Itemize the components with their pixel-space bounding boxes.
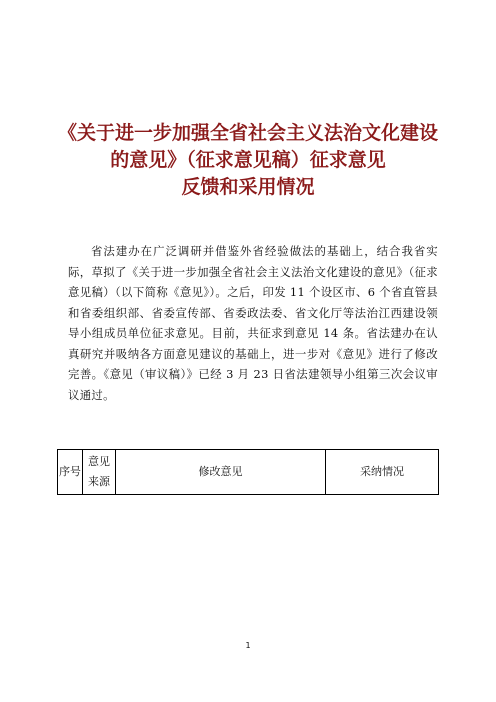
document-title (40, 120, 456, 201)
feedback-table (57, 449, 439, 495)
header-source: 意见来源 (83, 450, 116, 495)
title-line-1: 《关于进一步加强全省社会主义法治文化建设 (57, 122, 438, 144)
header-opinion: 修改意见 (116, 450, 326, 495)
table-header-row (58, 450, 439, 495)
title-line-3: 反馈和采用情况 (181, 176, 315, 198)
header-seq: 序号 (58, 450, 83, 495)
intro-paragraph: 省法建办在广泛调研并借鉴外省经验做法的基础上，结合我省实际，草拟了《关于进一步加强全省社会主义法治文化建设的意见》（征求意见稿）（以下简称《意见》）。之后，印发 11 个设区市、6 个省直管县和省委组织部、省委宣传部、省委政法委、省文化厅等法治江西建设领导小组成员单位征求意见。目前，共征求到意见 14 条。省法建办在认真研究并吸纳各方面意见建议的基础上，进一步对《意见》进行了修改完善。《意见（审议稿）》已经 3 月 23 日省法建领导小组第三次会议审议通过。 (68, 244, 438, 402)
header-adoption: 采纳情况 (326, 450, 439, 495)
page-number: 1 (245, 641, 251, 650)
title-line-2: 的意见》（征求意见稿）征求意见 (110, 149, 386, 171)
